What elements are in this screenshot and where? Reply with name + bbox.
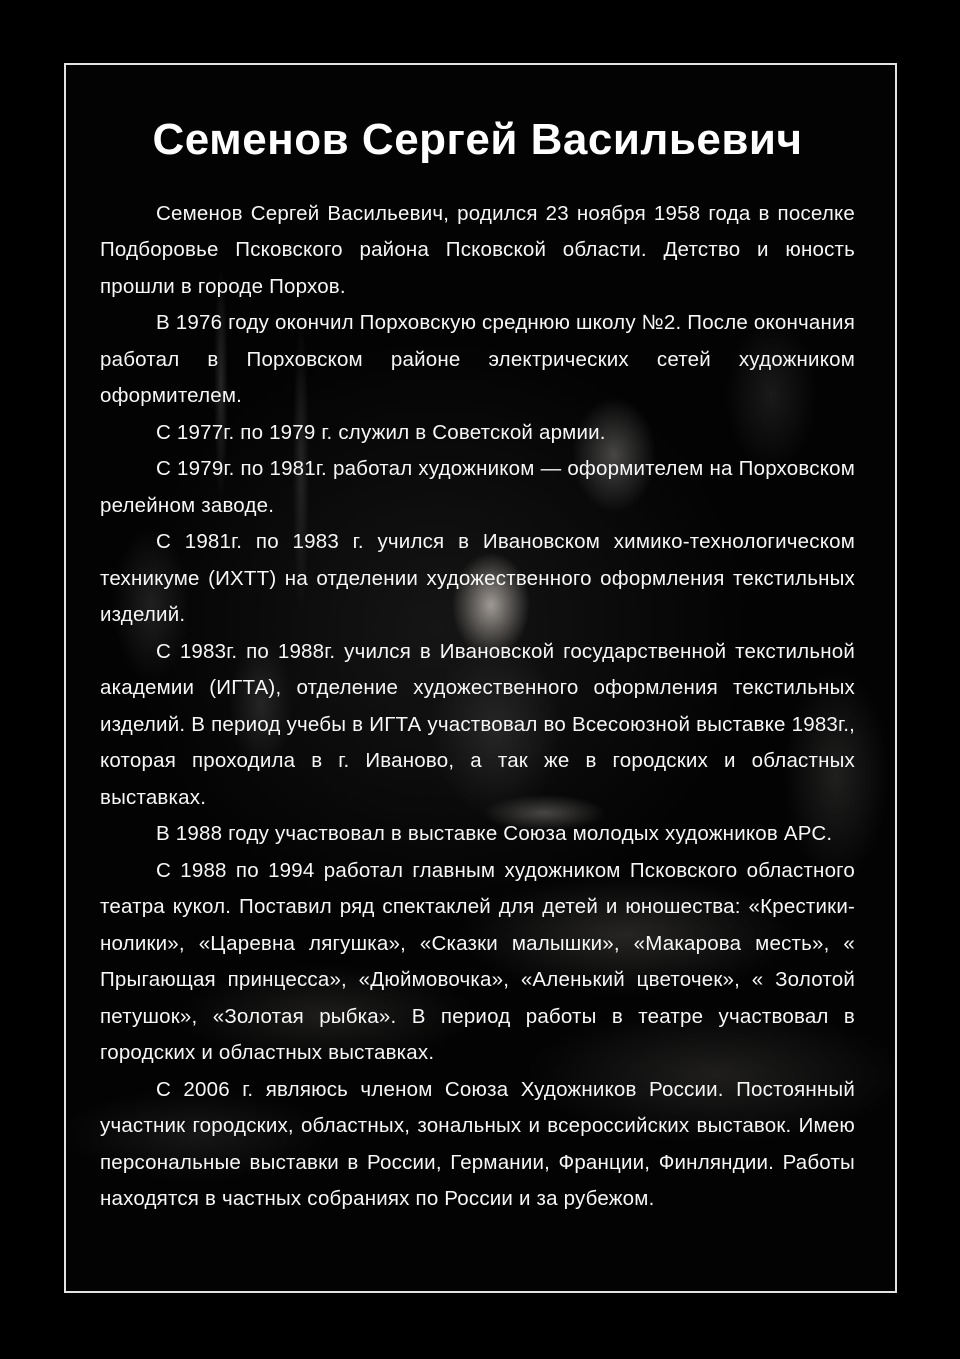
page-title: Семенов Сергей Васильевич [152, 115, 803, 164]
biography-frame [64, 63, 897, 1293]
biography-content [66, 65, 895, 1291]
bio-paragraph-birth: Семенов Сергей Васильевич, родился 23 ноября 1958 года в поселке Подборовье Псковского района Псковской области. Детство и юность прошли в городе Порхов. [100, 201, 855, 298]
bio-paragraph-school: В 1976 году окончил Порховскую среднюю школу №2. После окончания работал в Порховском районе электрических сетей художником оформителем. [100, 311, 855, 408]
biography-text [100, 196, 855, 1218]
bio-paragraph-ihtt: С 1981г. по 1983 г. учился в Ивановском химико-технологическом техникуме (ИХТТ) на отделении художественного оформления текстильных изделий. [100, 530, 855, 627]
bio-paragraph-puppet-theatre: С 1988 по 1994 работал главным художником Псковского областного театра кукол. Поставил ряд спектаклей для детей и юношества: «Крестики-нолики», «Царевна лягушка», «Сказки малышки», «Макарова месть», « Прыгающая принцесса», «Дюймовочка», «Аленький цветочек», « Золотой петушок», «Золотая рыбка». В период работы в театре участвовал в городских и областных выставках. [100, 858, 855, 1065]
bio-paragraph-ars-exhibition: В 1988 году участвовал в выставке Союза молодых художников АРС. [156, 822, 833, 846]
bio-paragraph-army: С 1977г. по 1979 г. служил в Советской армии. [156, 420, 606, 444]
bio-paragraph-union-member: С 2006 г. являюсь членом Союза Художников России. Постоянный участник городских, областных, зональных и всероссийских выставок. Имею персональные выставки в России, Германии, Франции, Финляндии. Работы находятся в частных собраниях по России и за рубежом. [100, 1077, 855, 1211]
bio-paragraph-relay-plant: С 1979г. по 1981г. работал художником — оформителем на Порховском релейном заводе. [100, 457, 855, 517]
bio-paragraph-igta: С 1983г. по 1988г. учился в Ивановской государственной текстильной академии (ИГТА), отделение художественного оформления текстильных изделий. В период учебы в ИГТА участвовал во Всесоюзной выставке 1983г., которая проходила в г. Иваново, а так же в городских и областных выставках. [100, 639, 855, 809]
